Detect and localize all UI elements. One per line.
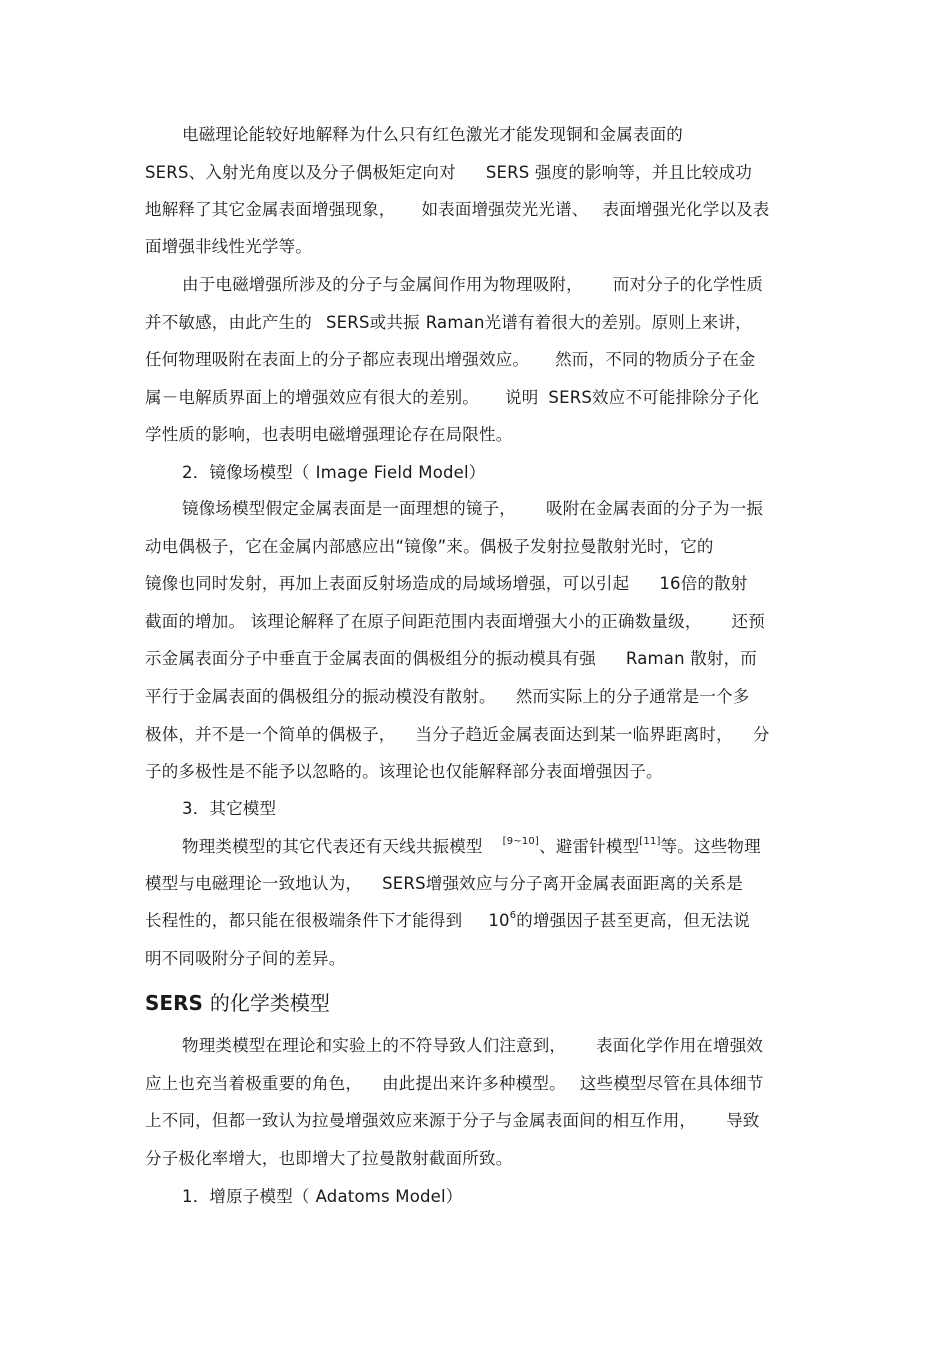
paragraph-line: 学性质的影响，也表明电磁增强理论存在局限性。	[145, 425, 513, 444]
section-heading: SERS 的化学类模型	[145, 991, 330, 1015]
paragraph-line: 应上也充当着极重要的角色， 由此提出来许多种模型。 这些模型尽管在具体细节	[145, 1074, 764, 1093]
exponent: 6	[509, 910, 517, 921]
subheading-image-field-model: 2．镜像场模型（ Image Field Model）	[182, 463, 486, 482]
subheading-other-models: 3．其它模型	[182, 799, 277, 818]
paragraph-line: 物理类模型在理论和实验上的不符导致人们注意到， 表面化学作用在增强效	[182, 1036, 764, 1055]
paragraph-line: 分子极化率增大，也即增大了拉曼散射截面所致。	[145, 1149, 513, 1168]
paragraph-line: SERS、入射光角度以及分子偶极矩定向对 SERS 强度的影响等，并且比较成功	[145, 163, 753, 182]
paragraph-line: 电磁理论能较好地解释为什么只有红色激光才能发现铜和金属表面的	[182, 125, 683, 144]
paragraph-line: 极体，并不是一个简单的偶极子， 当分子趋近金属表面达到某一临界距离时， 分	[145, 725, 770, 744]
paragraph-line: 平行于金属表面的偶极组分的振动模没有散射。 然而实际上的分子通常是一个多	[145, 687, 750, 706]
subheading-adatoms-model: 1．增原子模型（ Adatoms Model）	[182, 1187, 463, 1206]
paragraph-line: 属－电解质界面上的增强效应有很大的差别。 说明 SERS效应不可能排除分子化	[145, 388, 760, 407]
paragraph-line: 面增强非线性光学等。	[145, 237, 312, 256]
paragraph-line: 地解释了其它金属表面增强现象， 如表面增强荧光光谱、 表面增强光化学以及表	[145, 200, 770, 219]
paragraph-line: 明不同吸附分子间的差异。	[145, 949, 346, 968]
paragraph-line: 由于电磁增强所涉及的分子与金属间作用为物理吸附， 而对分子的化学性质	[182, 275, 764, 294]
paragraph-line: 并不敏感，由此产生的 SERS或共振 Raman光谱有着很大的差别。原则上来讲，	[145, 313, 752, 332]
citation-ref: [9~10]	[502, 836, 540, 847]
paragraph-line: 示金属表面分子中垂直于金属表面的偶极组分的振动模具有强 Raman 散射，而	[145, 649, 758, 668]
paragraph-line: 镜像也同时发射，再加上表面反射场造成的局域场增强，可以引起 16倍的散射	[145, 574, 748, 593]
paragraph-line: 长程性的，都只能在很极端条件下才能得到 $10^6$的增强因子甚至更高，但无法说	[145, 910, 751, 930]
citation-ref: [11]	[639, 836, 661, 847]
paragraph-line: 物理类模型的其它代表还有天线共振模型 [9~10]、避雷针模型[11]等。这些物理	[182, 836, 761, 856]
paragraph-line: 任何物理吸附在表面上的分子都应表现出增强效应。 然而，不同的物质分子在金	[145, 350, 756, 369]
paragraph-line: 模型与电磁理论一致地认为， SERS增强效应与分子离开金属表面距离的关系是	[145, 874, 744, 893]
paragraph-line: 动电偶极子，它在金属内部感应出“镜像”来。偶极子发射拉曼散射光时，它的	[145, 537, 714, 556]
paragraph-line: 子的多极性是不能予以忽略的。该理论也仅能解释部分表面增强因子。	[145, 762, 663, 781]
paragraph-line: 上不同，但都一致认为拉曼增强效应来源于分子与金属表面间的相互作用， 导致	[145, 1111, 760, 1130]
paragraph-line: 截面的增加。 该理论解释了在原子间距范围内表面增强大小的正确数量级， 还预	[145, 612, 765, 631]
paragraph-line: 镜像场模型假定金属表面是一面理想的镜子， 吸附在金属表面的分子为一振	[182, 499, 764, 518]
